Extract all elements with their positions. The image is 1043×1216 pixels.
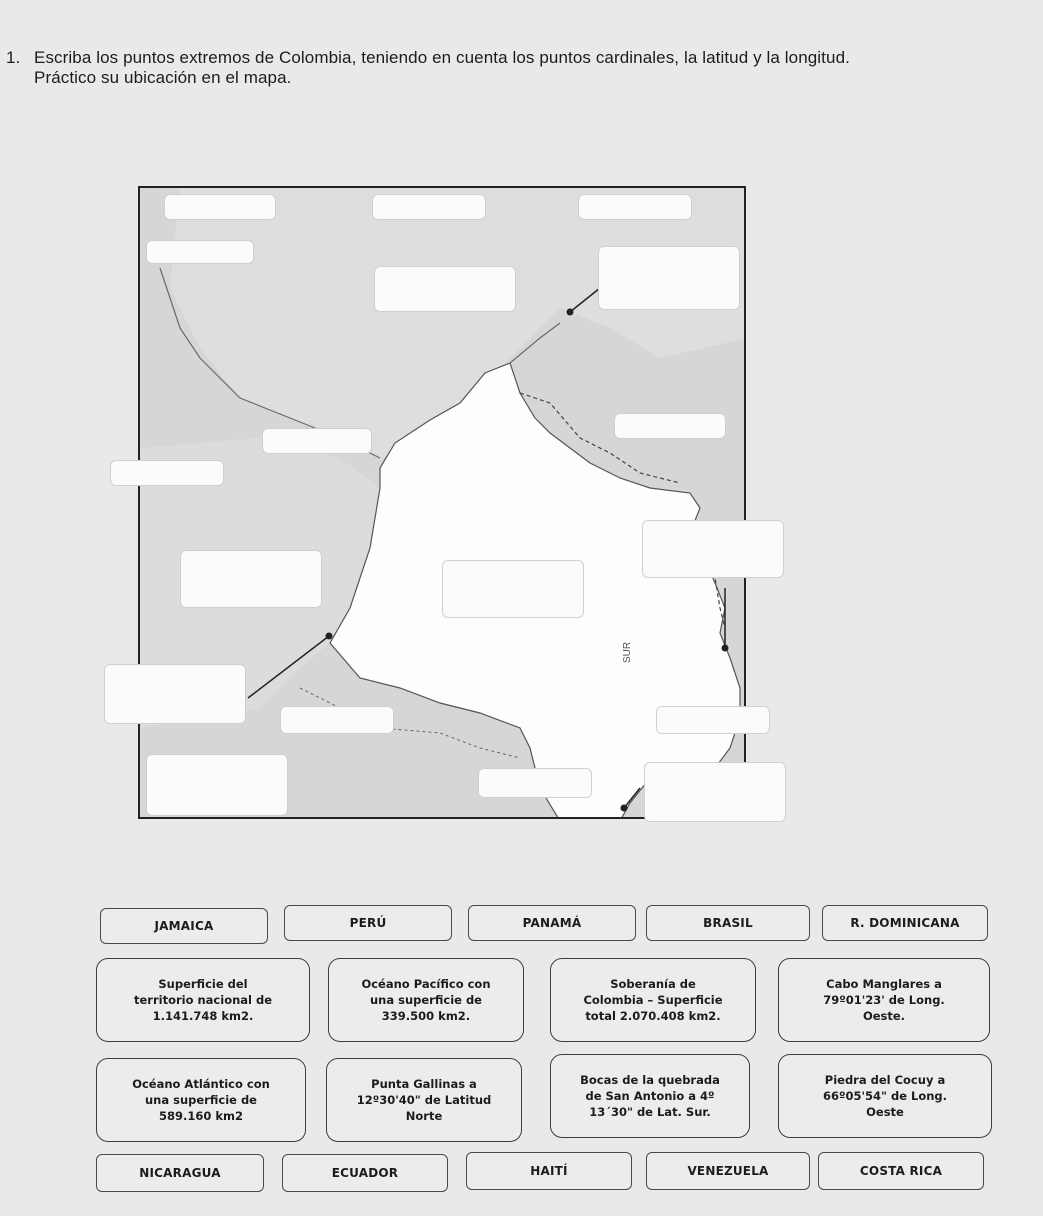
info-card[interactable]: Punta Gallinas a 12º30'40" de Latitud Norte [326, 1058, 522, 1142]
word-card[interactable]: JAMAICA [100, 908, 268, 944]
info-card[interactable]: Bocas de la quebrada de San Antonio a 4º 13´30" de Lat. Sur. [550, 1054, 750, 1138]
word-card[interactable]: PANAMÁ [468, 905, 636, 941]
info-card[interactable]: Superficie del territorio nacional de 1.141.748 km2. [96, 958, 310, 1042]
question-text: Escriba los puntos extremos de Colombia, teniendo en cuenta los puntos cardinales, la latitud y la longitud. Práctico su ubicación en el mapa. [34, 48, 850, 87]
word-card[interactable]: VENEZUELA [646, 1152, 810, 1190]
word-card[interactable]: ECUADOR [282, 1154, 448, 1192]
word-card[interactable]: HAITÍ [466, 1152, 632, 1190]
word-card[interactable]: BRASIL [646, 905, 810, 941]
word-card[interactable]: R. DOMINICANA [822, 905, 988, 941]
question-number: 1. [6, 48, 21, 67]
map-label-sur: SUR [622, 641, 633, 663]
info-card[interactable]: Soberanía de Colombia – Superficie total 2.070.408 km2. [550, 958, 756, 1042]
info-card[interactable]: Océano Atlántico con una superficie de 589.160 km2 [96, 1058, 306, 1142]
word-card[interactable]: COSTA RICA [818, 1152, 984, 1190]
info-card[interactable]: Océano Pacífico con una superficie de 339.500 km2. [328, 958, 524, 1042]
info-card[interactable]: Cabo Manglares a 79º01'23' de Long. Oeste. [778, 958, 990, 1042]
info-card[interactable]: Piedra del Cocuy a 66º05'54" de Long. Oeste [778, 1054, 992, 1138]
word-card[interactable]: NICARAGUA [96, 1154, 264, 1192]
word-card[interactable]: PERÚ [284, 905, 452, 941]
